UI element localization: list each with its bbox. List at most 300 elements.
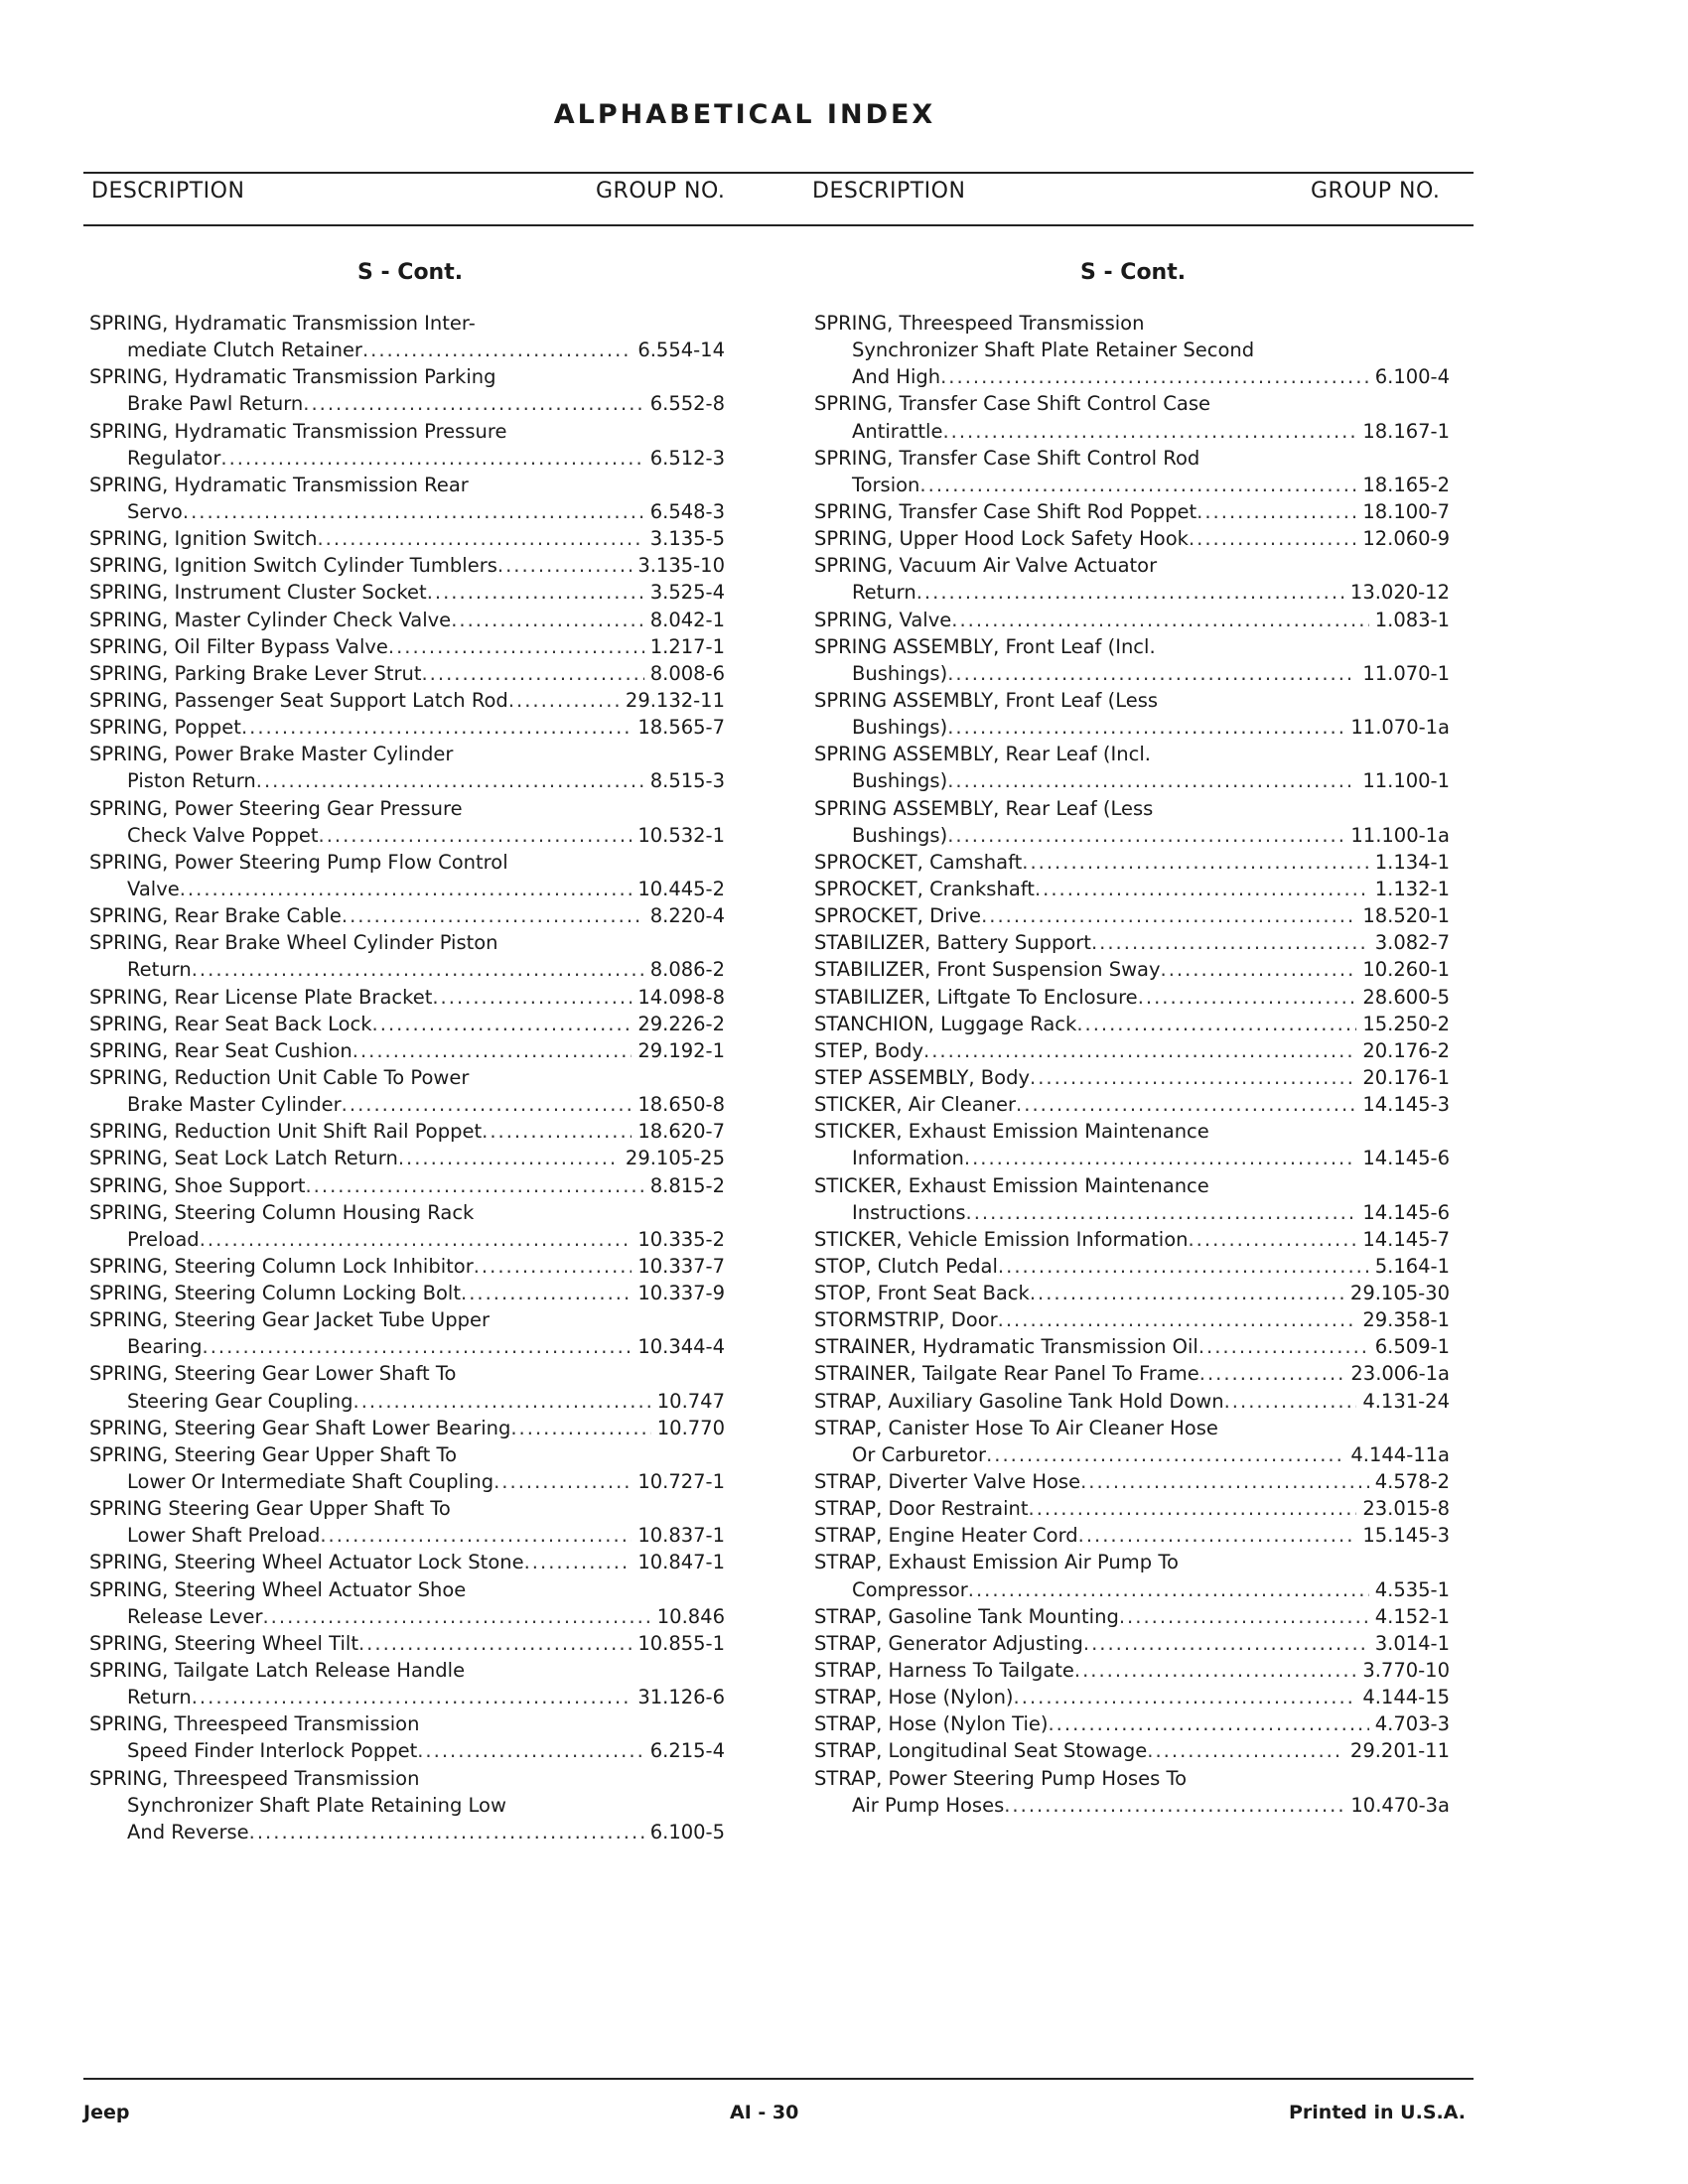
index-entry	[89, 1495, 725, 1549]
dot-leader	[998, 1306, 1357, 1333]
entry-group-number: 10.855-1	[637, 1631, 725, 1655]
index-entry	[814, 1549, 1450, 1602]
index-entry	[814, 1468, 1450, 1495]
index-entry	[89, 1360, 725, 1414]
entry-description: SPRING, Threespeed Transmission	[89, 1712, 420, 1736]
dot-leader	[1196, 498, 1356, 525]
index-entry	[814, 1657, 1450, 1684]
entry-group-number: 3.135-5	[649, 527, 725, 551]
entry-line	[814, 1011, 1450, 1037]
entry-line	[814, 1603, 1450, 1630]
right-index-column	[814, 310, 1450, 1819]
entry-group-number: 29.226-2	[637, 1012, 725, 1035]
index-entry	[89, 633, 725, 660]
entry-group-number: 3.525-4	[649, 581, 725, 605]
index-entry	[814, 1360, 1450, 1387]
entry-description: SPRING, Steering Gear Upper Shaft To	[89, 1442, 458, 1466]
index-entry	[814, 1253, 1450, 1280]
entry-description: Return	[852, 581, 916, 605]
entry-line	[814, 1684, 1450, 1710]
entry-group-number: 13.020-12	[1349, 581, 1450, 605]
entry-line	[814, 1630, 1450, 1657]
entry-line	[814, 1037, 1450, 1064]
entry-line	[89, 1333, 725, 1360]
entry-description: SPRING, Poppet	[89, 716, 241, 740]
entry-group-number: 12.060-9	[1362, 527, 1450, 551]
entry-group-number: 23.015-8	[1362, 1497, 1450, 1521]
entry-group-number: 6.215-4	[649, 1739, 725, 1763]
entry-line	[814, 1360, 1450, 1387]
entry-line	[814, 1388, 1450, 1415]
entry-group-number: 20.176-1	[1362, 1065, 1450, 1089]
entry-description: STABILIZER, Front Suspension Sway	[814, 958, 1161, 982]
dot-leader	[417, 1737, 644, 1764]
entry-group-number: 14.145-3	[1362, 1093, 1450, 1117]
entry-line	[814, 929, 1450, 956]
entry-line	[89, 1684, 725, 1710]
entry-group-number: 10.337-7	[637, 1254, 725, 1278]
index-entry	[89, 1253, 725, 1280]
index-entry	[89, 418, 725, 472]
entry-description: Instructions	[852, 1200, 966, 1224]
dot-leader	[1189, 525, 1356, 552]
entry-description: Information	[852, 1147, 964, 1170]
index-entry	[814, 525, 1450, 552]
dot-leader	[249, 1819, 644, 1845]
entry-line	[89, 525, 725, 552]
dot-leader	[940, 363, 1369, 390]
index-entry	[814, 1091, 1450, 1118]
entry-line	[89, 795, 725, 822]
index-entry	[89, 714, 725, 741]
entry-group-number: 18.565-7	[637, 716, 725, 740]
dot-leader	[220, 445, 643, 472]
entry-group-number: 4.144-11a	[1350, 1442, 1450, 1466]
entry-group-number: 8.008-6	[649, 661, 725, 685]
dot-leader	[317, 525, 643, 552]
entry-line	[814, 767, 1450, 794]
entry-description: SPRING, Upper Hood Lock Safety Hook	[814, 527, 1189, 551]
entry-line	[814, 714, 1450, 741]
left-index-column	[89, 310, 725, 1845]
entry-description: SPRING, Oil Filter Bypass Valve	[89, 634, 388, 658]
entry-group-number: 29.105-25	[625, 1147, 725, 1170]
entry-description: Return	[127, 1686, 192, 1709]
entry-description: Regulator	[127, 446, 221, 470]
entry-line	[89, 1576, 725, 1603]
dot-leader	[1161, 956, 1357, 983]
dot-leader	[493, 1468, 632, 1495]
index-entry	[814, 1415, 1450, 1468]
entry-description: STOP, Clutch Pedal	[814, 1254, 998, 1278]
dot-leader	[1030, 1280, 1344, 1306]
entry-line	[89, 902, 725, 929]
entry-description: Preload	[127, 1227, 200, 1251]
entry-line	[89, 337, 725, 363]
entry-group-number: 28.600-5	[1362, 985, 1450, 1009]
entry-description: STRAP, Diverter Valve Hose	[814, 1470, 1081, 1494]
entry-line	[89, 1792, 725, 1819]
index-entry	[814, 1037, 1450, 1064]
dot-leader	[947, 767, 1356, 794]
entry-description: Brake Master Cylinder	[127, 1093, 342, 1117]
entry-line	[89, 310, 725, 337]
entry-line	[814, 1145, 1450, 1171]
entry-description: SPRING Steering Gear Upper Shaft To	[89, 1497, 451, 1521]
dot-leader	[352, 1037, 633, 1064]
dot-leader	[998, 1253, 1369, 1280]
entry-line	[89, 1415, 725, 1441]
dot-leader	[1119, 1603, 1369, 1630]
entry-group-number: 3.014-1	[1374, 1631, 1450, 1655]
index-entry	[89, 1765, 725, 1845]
index-entry	[89, 1710, 725, 1764]
index-entry	[89, 1549, 725, 1575]
dot-leader	[200, 1226, 633, 1253]
entry-group-number: 1.132-1	[1374, 877, 1450, 900]
entry-description: STRAINER, Tailgate Rear Panel To Frame	[814, 1362, 1199, 1386]
entry-description: STABILIZER, Battery Support	[814, 931, 1091, 955]
dot-leader	[986, 1441, 1344, 1468]
entry-line	[814, 1549, 1450, 1575]
entry-group-number: 1.083-1	[1374, 608, 1450, 631]
entry-line	[814, 795, 1450, 822]
index-entry	[89, 660, 725, 687]
entry-line	[89, 1603, 725, 1630]
index-entry	[814, 1172, 1450, 1226]
entry-description: SPRING, Rear Seat Back Lock	[89, 1012, 372, 1035]
dot-leader	[362, 337, 632, 363]
dot-leader	[1076, 1011, 1356, 1037]
index-entry	[89, 579, 725, 606]
entry-description: SPRING, Steering Wheel Actuator Lock Stone	[89, 1551, 524, 1574]
entry-line	[89, 498, 725, 525]
dot-leader	[1030, 1064, 1356, 1091]
entry-description: STOP, Front Seat Back	[814, 1282, 1030, 1305]
entry-line	[814, 310, 1450, 337]
entry-line	[89, 579, 725, 606]
entry-description: Antirattle	[852, 419, 943, 443]
entry-line	[89, 741, 725, 767]
entry-description: SPRING, Power Steering Gear Pressure	[89, 796, 463, 820]
entry-description: STRAP, Auxiliary Gasoline Tank Hold Down	[814, 1389, 1224, 1413]
entry-line	[89, 1468, 725, 1495]
entry-description: SPRING, Valve	[814, 608, 952, 631]
entry-line	[814, 607, 1450, 633]
entry-line	[89, 929, 725, 956]
entry-description: SPRING, Parking Brake Lever Strut	[89, 661, 422, 685]
entry-line	[89, 1630, 725, 1657]
entry-line	[89, 660, 725, 687]
entry-line	[89, 1172, 725, 1199]
dot-leader	[1091, 929, 1369, 956]
entry-line	[89, 1441, 725, 1468]
entry-line	[89, 1360, 725, 1387]
entry-description: STEP, Body	[814, 1038, 923, 1062]
entry-line	[814, 902, 1450, 929]
entry-line	[89, 1118, 725, 1145]
entry-description: Servo	[127, 499, 183, 523]
header-rule	[83, 224, 1474, 226]
dot-leader	[427, 579, 644, 606]
entry-line	[89, 687, 725, 714]
entry-description: SPRING, Transfer Case Shift Control Case	[814, 392, 1210, 416]
entry-description: SPRING, Steering Column Housing Rack	[89, 1200, 475, 1224]
entry-line	[89, 1226, 725, 1253]
entry-line	[89, 984, 725, 1011]
entry-line	[89, 1091, 725, 1118]
index-entry	[814, 902, 1450, 929]
entry-group-number: 10.846	[656, 1604, 725, 1628]
dot-leader	[180, 876, 633, 902]
entry-line	[814, 363, 1450, 390]
dot-leader	[305, 1172, 643, 1199]
entry-line	[814, 1468, 1450, 1495]
entry-description: SPRING, Passenger Seat Support Latch Rod	[89, 688, 508, 712]
entry-line	[814, 552, 1450, 579]
dot-leader	[320, 1522, 632, 1549]
index-entry	[89, 984, 725, 1011]
dot-leader	[342, 902, 644, 929]
index-entry	[89, 929, 725, 983]
entry-description: SPRING, Seat Lock Latch Return	[89, 1147, 398, 1170]
index-entry	[814, 1765, 1450, 1819]
entry-description: SPRING, Rear Brake Wheel Cylinder Piston	[89, 931, 498, 955]
entry-group-number: 10.532-1	[637, 823, 725, 847]
dot-leader	[398, 1145, 620, 1171]
entry-line	[814, 1765, 1450, 1792]
entry-description: STICKER, Exhaust Emission Maintenance	[814, 1173, 1209, 1197]
entry-description: SPRING, Tailgate Latch Release Handle	[89, 1659, 466, 1683]
entry-description: SPRING, Hydramatic Transmission Parking	[89, 365, 496, 389]
entry-group-number: 15.250-2	[1362, 1012, 1450, 1035]
right-group-header: GROUP NO.	[1311, 179, 1441, 204]
entry-description: Bearing	[127, 1335, 203, 1359]
entry-group-number: 10.260-1	[1362, 958, 1450, 982]
entry-line	[814, 1226, 1450, 1253]
entry-group-number: 4.131-24	[1362, 1389, 1450, 1413]
entry-line	[814, 1172, 1450, 1199]
entry-group-number: 3.082-7	[1374, 931, 1450, 955]
entry-description: Brake Pawl Return	[127, 392, 304, 416]
entry-group-number: 10.335-2	[637, 1227, 725, 1251]
entry-line	[89, 1280, 725, 1306]
index-entry	[814, 1388, 1450, 1415]
entry-description: SPRING, Reduction Unit Cable To Power	[89, 1065, 470, 1089]
index-entry	[814, 1280, 1450, 1306]
dot-leader	[1224, 1388, 1357, 1415]
entry-line	[89, 1765, 725, 1792]
dot-leader	[919, 472, 1356, 498]
entry-description: Speed Finder Interlock Poppet	[127, 1739, 418, 1763]
entry-group-number: 11.100-1a	[1350, 823, 1450, 847]
dot-leader	[508, 687, 620, 714]
entry-line	[89, 1011, 725, 1037]
entry-line	[89, 767, 725, 794]
dot-leader	[358, 1630, 632, 1657]
entry-description: SPRING, Steering Column Lock Inhibitor	[89, 1254, 474, 1278]
index-entry	[814, 956, 1450, 983]
entry-description: Lower Shaft Preload	[127, 1524, 321, 1548]
entry-group-number: 18.100-7	[1362, 499, 1450, 523]
entry-description: Release Lever	[127, 1604, 263, 1628]
entry-description: Torsion	[852, 473, 920, 496]
entry-line	[814, 1333, 1450, 1360]
entry-description: STRAP, Door Restraint	[814, 1497, 1029, 1521]
entry-line	[89, 1064, 725, 1091]
entry-group-number: 3.135-10	[637, 554, 725, 578]
index-entry	[89, 310, 725, 363]
entry-description: SPRING, Vacuum Air Valve Actuator	[814, 554, 1158, 578]
index-entry	[89, 902, 725, 929]
entry-description: STICKER, Exhaust Emission Maintenance	[814, 1120, 1209, 1144]
entry-description: STICKER, Vehicle Emission Information	[814, 1227, 1189, 1251]
entry-description: STRAP, Exhaust Emission Air Pump To	[814, 1551, 1179, 1574]
entry-group-number: 15.145-3	[1362, 1524, 1450, 1548]
page-title: ALPHABETICAL INDEX	[553, 99, 936, 130]
entry-group-number: 8.220-4	[649, 904, 725, 928]
entry-description: And Reverse	[127, 1820, 249, 1843]
entry-line	[814, 579, 1450, 606]
entry-description: Check Valve Poppet	[127, 823, 319, 847]
entry-description: STRAP, Generator Adjusting	[814, 1631, 1083, 1655]
entry-line	[814, 1522, 1450, 1549]
dot-leader	[303, 390, 643, 417]
entry-line	[89, 363, 725, 390]
entry-group-number: 6.552-8	[649, 392, 725, 416]
dot-leader	[1188, 1226, 1356, 1253]
entry-description: SPRING ASSEMBLY, Front Leaf (Incl.	[814, 634, 1156, 658]
dot-leader	[451, 607, 644, 633]
entry-description: Return	[127, 958, 192, 982]
entry-group-number: 14.145-7	[1362, 1227, 1450, 1251]
entry-group-number: 29.192-1	[637, 1038, 725, 1062]
dot-leader	[372, 1011, 633, 1037]
entry-group-number: 10.747	[656, 1389, 725, 1413]
index-entry	[814, 607, 1450, 633]
index-entry	[89, 525, 725, 552]
entry-line	[89, 1819, 725, 1845]
entry-group-number: 10.837-1	[637, 1524, 725, 1548]
footer-brand: Jeep	[83, 2102, 130, 2123]
entry-line	[89, 552, 725, 579]
entry-group-number: 11.070-1	[1362, 661, 1450, 685]
index-entry	[89, 741, 725, 794]
dot-leader	[482, 1118, 632, 1145]
index-entry	[89, 363, 725, 417]
entry-group-number: 4.144-15	[1362, 1686, 1450, 1709]
entry-line	[814, 445, 1450, 472]
entry-line	[814, 525, 1450, 552]
entry-description: STICKER, Air Cleaner	[814, 1093, 1017, 1117]
entry-line	[89, 956, 725, 983]
index-entry	[814, 445, 1450, 498]
index-entry	[814, 849, 1450, 876]
footer-rule	[83, 2078, 1474, 2080]
entry-line	[89, 1522, 725, 1549]
index-entry	[89, 687, 725, 714]
entry-description: Piston Return	[127, 769, 256, 793]
index-entry	[89, 1576, 725, 1630]
index-entry	[814, 1118, 1450, 1171]
page-number: AI - 30	[730, 2102, 799, 2123]
index-entry	[89, 607, 725, 633]
entry-group-number: 4.152-1	[1374, 1604, 1450, 1628]
entry-line	[814, 1199, 1450, 1226]
entry-line	[814, 1657, 1450, 1684]
index-entry	[89, 472, 725, 525]
dot-leader	[388, 633, 644, 660]
index-entry	[814, 1064, 1450, 1091]
dot-leader	[1004, 1792, 1344, 1819]
index-entry	[814, 929, 1450, 956]
entry-description: Steering Gear Coupling	[127, 1389, 353, 1413]
entry-description: SPRING, Ignition Switch	[89, 527, 318, 551]
left-section-heading: S - Cont.	[357, 260, 464, 285]
dot-leader	[1083, 1630, 1369, 1657]
entry-line	[814, 1710, 1450, 1737]
index-entry	[89, 1199, 725, 1253]
entry-description: STRAP, Longitudinal Seat Stowage	[814, 1739, 1148, 1763]
entry-line	[89, 418, 725, 445]
index-entry	[89, 1441, 725, 1495]
entry-description: SPRING, Rear Seat Cushion	[89, 1038, 352, 1062]
index-entry	[814, 310, 1450, 390]
entry-group-number: 10.470-3a	[1350, 1793, 1450, 1817]
dot-leader	[942, 418, 1356, 445]
entry-description: SPROCKET, Drive	[814, 904, 982, 928]
entry-line	[814, 849, 1450, 876]
entry-description: SPRING, Rear License Plate Bracket	[89, 985, 433, 1009]
entry-description: STRAP, Engine Heater Cord	[814, 1524, 1078, 1548]
entry-description: SPRING, Master Cylinder Check Valve	[89, 608, 452, 631]
entry-group-number: 29.358-1	[1362, 1308, 1450, 1332]
index-entry	[89, 1037, 725, 1064]
dot-leader	[1080, 1468, 1369, 1495]
index-entry	[814, 1684, 1450, 1710]
entry-description: STRAP, Harness To Tailgate	[814, 1659, 1074, 1683]
entry-line	[814, 498, 1450, 525]
entry-description: SPRING, Steering Wheel Tilt	[89, 1631, 358, 1655]
index-entry	[89, 1657, 725, 1710]
index-entry	[89, 1630, 725, 1657]
entry-line	[814, 1576, 1450, 1603]
index-entry	[814, 1522, 1450, 1549]
entry-group-number: 4.703-3	[1374, 1712, 1450, 1736]
index-entry	[89, 1280, 725, 1306]
left-group-header: GROUP NO.	[596, 179, 726, 204]
entry-line	[814, 956, 1450, 983]
index-entry	[814, 390, 1450, 444]
entry-line	[89, 849, 725, 876]
entry-line	[814, 1253, 1450, 1280]
dot-leader	[474, 1253, 633, 1280]
entry-line	[814, 472, 1450, 498]
dot-leader	[432, 984, 632, 1011]
entry-description: Or Carburetor	[852, 1442, 987, 1466]
entry-group-number: 20.176-2	[1362, 1038, 1450, 1062]
entry-description: SPRING, Steering Column Locking Bolt	[89, 1282, 461, 1305]
dot-leader	[203, 1333, 633, 1360]
entry-line	[89, 607, 725, 633]
index-entry	[814, 1710, 1450, 1737]
entry-line	[814, 1737, 1450, 1764]
entry-description: SPRING ASSEMBLY, Rear Leaf (Incl.	[814, 743, 1151, 766]
entry-group-number: 10.337-9	[637, 1282, 725, 1305]
entry-line	[814, 390, 1450, 417]
entry-group-number: 6.509-1	[1374, 1335, 1450, 1359]
dot-leader	[968, 1576, 1369, 1603]
